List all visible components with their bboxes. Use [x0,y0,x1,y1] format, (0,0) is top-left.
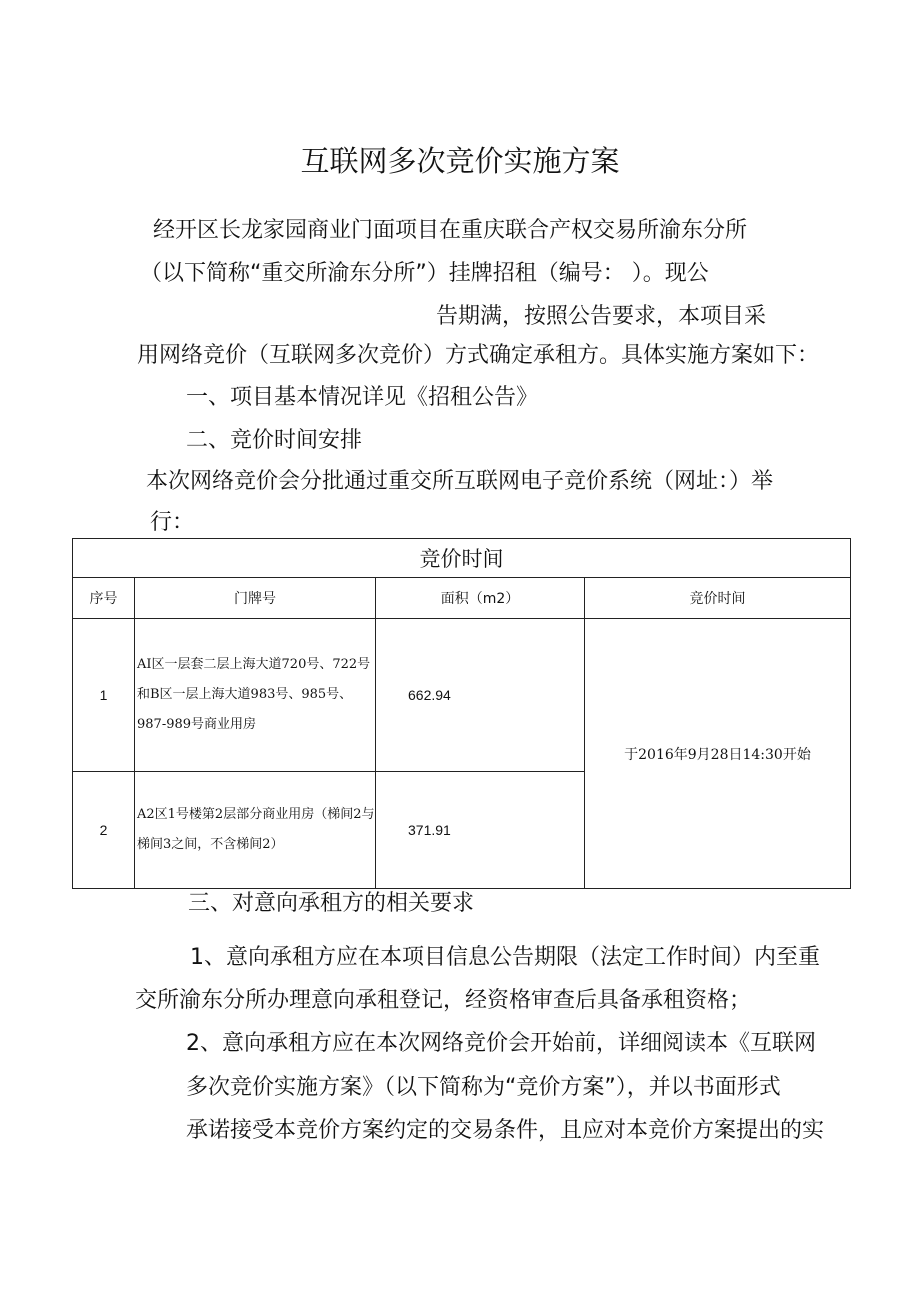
section-2-heading: 二、竞价时间安排 [186,428,363,453]
table-caption: 竞价时间 [73,539,851,578]
intro-line-1: 经开区长龙家园商业门面项目在重庆联合产权交易所渝东分所 [153,218,748,243]
table-row [73,619,851,772]
header-time: 竞价时间 [585,578,851,619]
row-2-unit: A2区1号楼第2层部分商业用房（梯间2与梯间3之间，不含梯间2） [135,772,376,889]
row-2-no: 2 [73,772,135,889]
header-area: 面积（m2） [376,578,585,619]
section-2-text-line-1: 本次网络竞价会分批通过重交所互联网电子竞价系统（网址：）举 [146,469,774,494]
document-title: 互联网多次竞价实施方案 [300,144,620,178]
intro-line-3: 告期满，按照公告要求，本项目采 [436,304,767,329]
requirement-1-line-2: 交所渝东分所办理意向承租登记，经资格审查后具备承租资格； [135,988,752,1013]
section-3-heading: 三、对意向承租方的相关要求 [188,891,475,916]
header-no: 序号 [73,578,135,619]
row-2-area: 371.91 [376,772,585,889]
requirement-1-line-1: 1、意向承租方应在本项目信息公告期限（法定工作时间）内至重 [190,945,820,970]
requirement-2-line-3: 承诺接受本竞价方案约定的交易条件，且应对本竞价方案提出的实 [186,1118,825,1143]
requirement-2-line-1: 2、意向承租方应在本次网络竞价会开始前，详细阅读本《互联网 [186,1031,816,1056]
header-unit: 门牌号 [135,578,376,619]
row-1-no: 1 [73,619,135,772]
bid-time-cell: 于2016年9月28日14:30开始 [585,619,851,889]
row-1-unit: AI区一层套二层上海大道720号、722号和B区一层上海大道983号、985号、987-989号商业用房 [135,619,376,772]
intro-line-2: （以下简称“重交所渝东分所”）挂牌招租（编号： ）。现公 [140,261,709,286]
requirement-2-line-2: 多次竞价实施方案》（以下简称为“竞价方案”），并以书面形式 [186,1075,781,1100]
bid-schedule-table [72,538,851,889]
row-1-area: 662.94 [376,619,585,772]
intro-line-4: 用网络竞价（互联网多次竞价）方式确定承租方。具体实施方案如下： [137,343,820,368]
section-1-heading: 一、项目基本情况详见《招租公告》 [186,385,539,410]
section-2-text-line-2: 行： [150,510,195,535]
